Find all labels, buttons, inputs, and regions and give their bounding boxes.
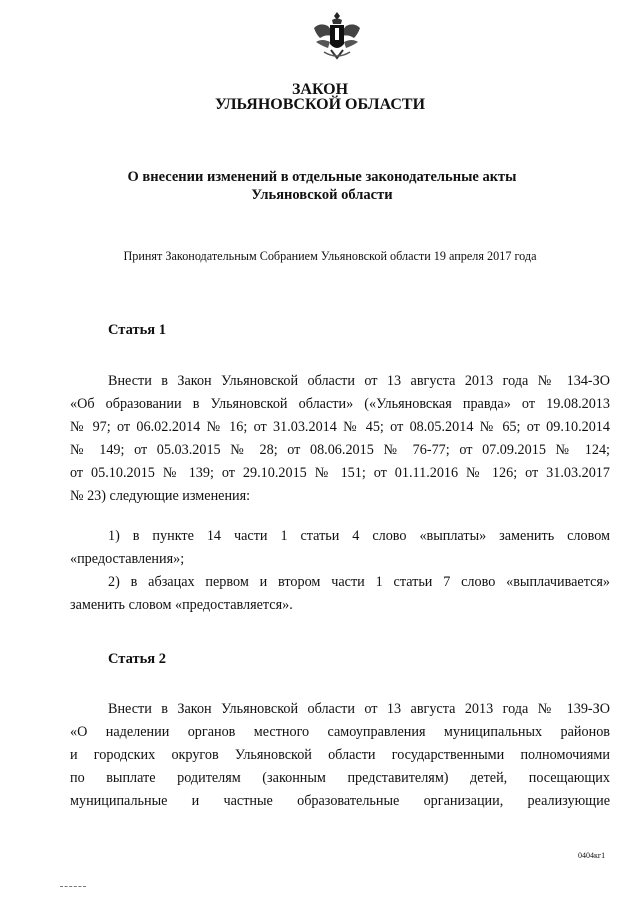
text-line: и городских округов Ульяновской области государственными полномочиями <box>70 747 610 763</box>
article-2-heading: Статья 2 <box>108 651 166 667</box>
region-title: УЛЬЯНОВСКОЙ ОБЛАСТИ <box>214 96 426 113</box>
text-line: «О наделении органов местного самоуправления муниципальных районов <box>70 724 610 740</box>
law-subject-line: Ульяновской области <box>251 187 393 203</box>
text-line: Внести в Закон Ульяновской области от 13 августа 2013 года № 139-ЗО <box>108 701 610 717</box>
law-subject-line: О внесении изменений в отдельные законодательные акты <box>127 169 517 185</box>
article-2-paragraph <box>70 698 610 813</box>
text-line: заменить словом «предоставляется». <box>70 597 293 613</box>
text-line: № 97; от 06.02.2014 № 16; от 31.03.2014 № 45; от 08.05.2014 № 65; от 09.10.2014 <box>70 419 610 435</box>
adoption-note: Принят Законодательным Собранием Ульяновской области 19 апреля 2017 года <box>123 249 537 263</box>
text-line: «Об образовании в Ульяновской области» («Ульяновская правда» от 19.08.2013 <box>70 396 610 412</box>
coat-of-arms-emblem <box>306 8 368 62</box>
text-line: по выплате родителям (законным представителям) детей, посещающих <box>70 770 610 786</box>
text-line: Внести в Закон Ульяновской области от 13 августа 2013 года № 134-ЗО <box>108 373 610 389</box>
article-1-paragraph <box>70 370 610 508</box>
text-line: № 23) следующие изменения: <box>70 488 251 504</box>
document-code: 0404кг1 <box>578 851 606 860</box>
law-subject <box>110 168 534 204</box>
text-line: «предоставления»; <box>70 551 185 567</box>
article-1-heading: Статья 1 <box>108 322 166 338</box>
document-type-title: ЗАКОН <box>291 81 349 98</box>
text-line: № 149; от 05.03.2015 № 28; от 08.06.2015 № 76-77; от 07.09.2015 № 124; <box>70 442 610 458</box>
text-line: 2) в абзацах первом и втором части 1 статьи 7 слово «выплачивается» <box>108 574 610 590</box>
text-line: 1) в пункте 14 части 1 статьи 4 слово «выплаты» заменить словом <box>108 528 610 544</box>
text-line: муниципальные и частные образовательные организации, реализующие <box>70 793 610 809</box>
footer-mark <box>60 886 86 888</box>
text-line: от 05.10.2015 № 139; от 29.10.2015 № 151; от 01.11.2016 № 126; от 31.03.2017 <box>70 465 610 481</box>
article-1-items <box>70 525 610 617</box>
